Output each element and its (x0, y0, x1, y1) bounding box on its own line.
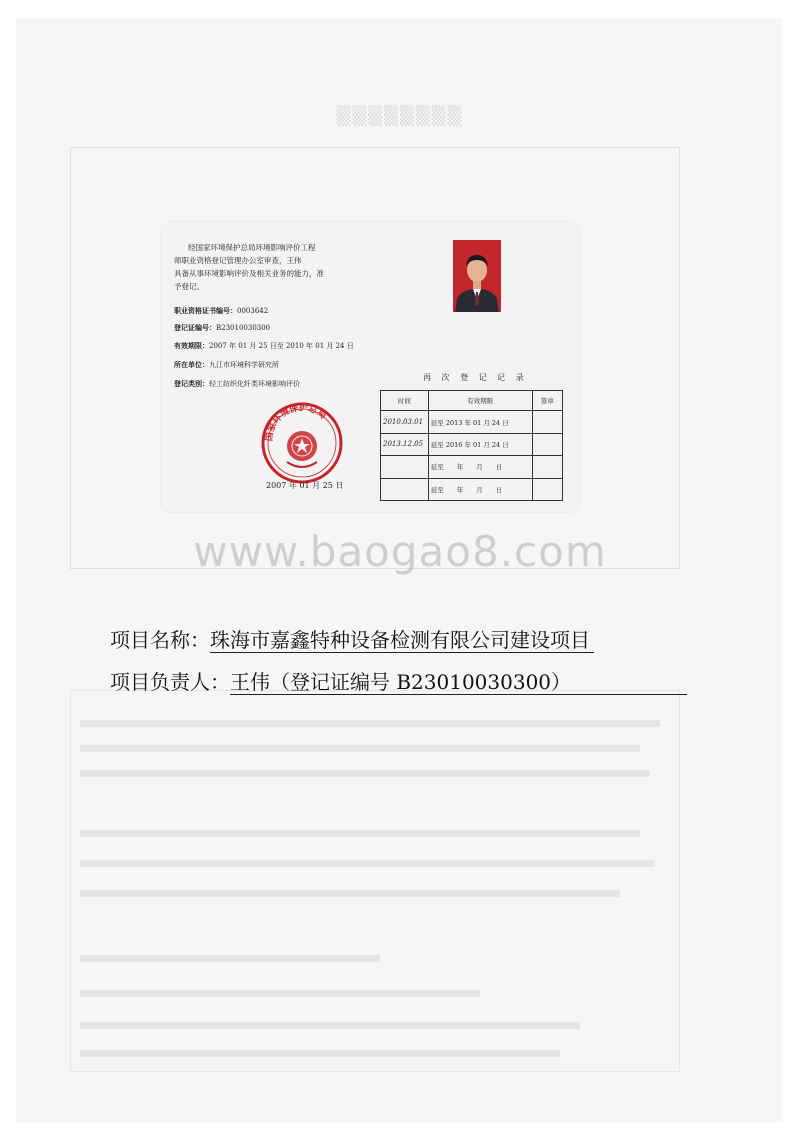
table-header-row (381, 391, 563, 411)
intro-line: 师职业资格登记管理办公室审查，王伟 (174, 256, 302, 265)
bleed-through-line (80, 990, 480, 997)
bleed-through-line (80, 890, 620, 897)
underline-pad (575, 672, 687, 695)
reregistration-table (380, 390, 563, 501)
row-time (381, 478, 429, 500)
bleed-through-line (80, 1050, 560, 1057)
field-qualification-number: 职业资格证书编号：0003642 (174, 307, 269, 315)
field-employer: 所在单位：九江市环境科学研究所 (174, 361, 279, 369)
table-row (381, 433, 563, 455)
project-name-value: 珠海市嘉鑫特种设备检测有限公司建设项目 (210, 628, 594, 653)
svg-text:国家环境保护总局: 国家环境保护总局 (264, 403, 328, 442)
watermark: www.baogao8.com (193, 527, 607, 576)
bleed-through-line (80, 955, 380, 962)
table-row (381, 456, 563, 478)
id-photo (453, 240, 501, 312)
bleed-through-line (80, 1022, 580, 1029)
field-registration-category: 登记类别：轻工纺织化纤类环境影响评价 (174, 380, 300, 388)
bleed-through-line (80, 770, 650, 777)
person-portrait-icon (453, 240, 501, 312)
field-registration-number: 登记证编号：B23010030300 (174, 324, 271, 332)
official-seal-icon (261, 402, 343, 484)
row-time: 2010.03.01 (381, 411, 429, 433)
row-time (381, 456, 429, 478)
bleed-through-line (80, 745, 640, 752)
column-header: 时间 (381, 391, 429, 411)
project-name-label: 项目名称： (110, 628, 210, 652)
seal-date: 2007 年 01 月 25 日 (266, 481, 344, 490)
project-lead-value: 王伟（登记证编号 B23010030300） (230, 670, 575, 695)
bleed-through-line (80, 860, 655, 867)
project-lead-line (110, 666, 687, 695)
certificate-card (161, 222, 580, 512)
intro-line: 经国家环境保护总局环境影响评价工程 (188, 243, 316, 252)
row-time: 2013.12.05 (381, 433, 429, 455)
certificate-intro (174, 241, 379, 293)
reregistration-title: 再 次 登 记 记 录 (423, 373, 528, 382)
row-period: 延至 2016 年 01 月 24 日 (428, 433, 532, 455)
project-name-line (110, 624, 594, 653)
table-row (381, 411, 563, 433)
field-validity-period: 有效期限：2007 年 01 月 25 日至 2010 年 01 月 24 日 (174, 342, 354, 350)
intro-line: 具备从事环境影响评价及相关业务的能力，准 (174, 269, 324, 278)
row-stamp (532, 456, 562, 478)
table-row (381, 478, 563, 500)
column-header: 签章 (532, 391, 562, 411)
bleed-through-heading: ▒▒▒▒▒▒▒▒ (336, 106, 464, 127)
row-stamp (532, 478, 562, 500)
bleed-through-line (80, 830, 640, 837)
row-period: 延至 2013 年 01 月 24 日 (428, 411, 532, 433)
row-period: 延至 年 月 日 (428, 478, 532, 500)
project-lead-label: 项目负责人： (110, 670, 230, 694)
row-period: 延至 年 月 日 (428, 456, 532, 478)
row-stamp (532, 433, 562, 455)
intro-line: 予登记。 (174, 282, 204, 291)
column-header: 有效期限 (428, 391, 532, 411)
row-stamp (532, 411, 562, 433)
bleed-through-line (80, 720, 660, 727)
